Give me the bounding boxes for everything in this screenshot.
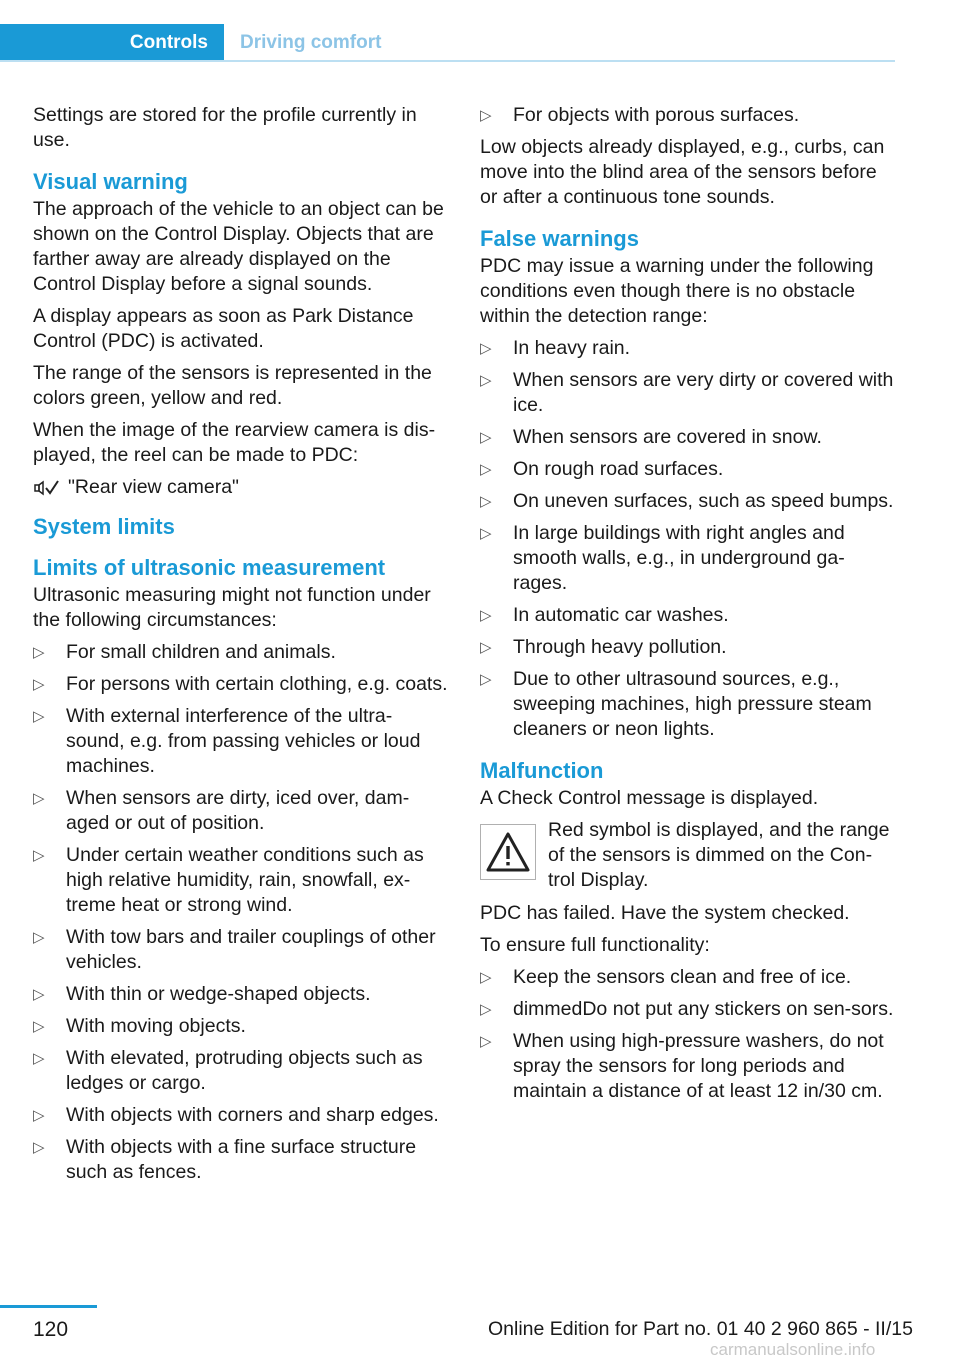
list-item: ▷ In heavy rain. bbox=[480, 337, 631, 359]
bullet-icon: ▷ bbox=[33, 847, 45, 864]
bullet-icon: ▷ bbox=[33, 1107, 45, 1124]
bullet-icon: ▷ bbox=[33, 1050, 45, 1067]
edition-note: Online Edition for Part no. 01 40 2 960 865 - II/15 bbox=[488, 1318, 913, 1340]
watermark: carmanualsonline.info bbox=[710, 1340, 876, 1359]
right-column bbox=[480, 103, 896, 1111]
bullet-icon: ▷ bbox=[480, 1033, 492, 1050]
bullet-icon: ▷ bbox=[480, 639, 492, 656]
rear-view-camera-label: "Rear view camera" bbox=[68, 476, 239, 498]
list-item: ▷ In large buildings with right angles and smooth walls, e.g., in underground ga-rages. bbox=[480, 522, 845, 594]
malfunction-heading: Malfunction bbox=[480, 758, 604, 783]
list-item: ▷ With thin or wedge-shaped objects. bbox=[33, 983, 371, 1005]
ensure-paragraph: To ensure full functionality: bbox=[480, 934, 710, 956]
visual-paragraph-4: When the image of the rearview camera is dis-played, the reel can be made to PDC: bbox=[33, 419, 436, 466]
bullet-icon: ▷ bbox=[33, 986, 45, 1003]
bullet-icon: ▷ bbox=[33, 644, 45, 661]
intro-paragraph: Settings are stored for the profile currently in use. bbox=[33, 104, 417, 151]
list-item: ▷ With moving objects. bbox=[33, 1015, 246, 1037]
bullet-icon: ▷ bbox=[33, 929, 45, 946]
limits-intro: Ultrasonic measuring might not function under the following circumstances: bbox=[33, 584, 431, 631]
failed-paragraph: PDC has failed. Have the system checked. bbox=[480, 902, 850, 924]
ultrasonic-limits-heading: Limits of ultrasonic measurement bbox=[33, 555, 386, 580]
false-warnings-intro: PDC may issue a warning under the following conditions even though there is no obstacle within the detection range: bbox=[480, 255, 874, 327]
bullet-icon: ▷ bbox=[480, 607, 492, 624]
list-item: ▷ With elevated, protruding objects such as ledges or cargo. bbox=[33, 1047, 423, 1094]
section-tab-controls: Controls bbox=[0, 24, 224, 61]
porous-list bbox=[480, 103, 896, 128]
list-item: ▷ Through heavy pollution. bbox=[480, 636, 727, 658]
list-item: ▷ When sensors are very dirty or covered with ice. bbox=[480, 369, 894, 416]
visual-paragraph-2: A display appears as soon as Park Distance Control (PDC) is activated. bbox=[33, 305, 414, 352]
system-limits-heading: System limits bbox=[33, 514, 175, 539]
rear-view-camera-icon bbox=[33, 477, 61, 499]
rear-view-camera-line bbox=[33, 475, 449, 500]
list-item: ▷ On rough road surfaces. bbox=[480, 458, 724, 480]
footer-divider bbox=[0, 1305, 97, 1308]
list-item: ▷ In automatic car washes. bbox=[480, 604, 729, 626]
malfunction-paragraph: A Check Control message is displayed. bbox=[480, 787, 819, 809]
list-item: ▷ Due to other ultrasound sources, e.g., sweeping machines, high pressure steam cleaners or neon lights. bbox=[480, 668, 872, 740]
bullet-icon: ▷ bbox=[33, 676, 45, 693]
list-item: ▷ For objects with porous surfaces. bbox=[480, 104, 800, 126]
warning-symbol-frame bbox=[480, 824, 536, 880]
page-header bbox=[0, 24, 895, 62]
list-item: ▷ When sensors are covered in snow. bbox=[480, 426, 822, 448]
false-warnings-heading: False warnings bbox=[480, 226, 639, 251]
header-divider bbox=[0, 60, 895, 62]
list-item: ▷ For persons with certain clothing, e.g. coats. bbox=[33, 673, 448, 695]
bullet-icon: ▷ bbox=[480, 671, 492, 688]
bullet-icon: ▷ bbox=[480, 372, 492, 389]
bullet-icon: ▷ bbox=[480, 107, 492, 124]
list-item: ▷ Keep the sensors clean and free of ice. bbox=[480, 966, 852, 988]
left-column bbox=[33, 103, 449, 1192]
false-warnings-list bbox=[480, 336, 896, 742]
bullet-icon: ▷ bbox=[33, 790, 45, 807]
list-item: ▷ With objects with corners and sharp edges. bbox=[33, 1104, 439, 1126]
warning-notice bbox=[480, 818, 896, 893]
warning-triangle-icon bbox=[485, 831, 531, 873]
list-item: ▷ When using high-pressure washers, do not spray the sensors for long periods and maintain a distance of at least 12 in/30 cm. bbox=[480, 1030, 884, 1102]
bullet-icon: ▷ bbox=[480, 525, 492, 542]
list-item: ▷ With tow bars and trailer couplings of other vehicles. bbox=[33, 926, 436, 973]
list-item: ▷ dimmedDo not put any stickers on sen-sors. bbox=[480, 998, 894, 1020]
bullet-icon: ▷ bbox=[33, 1018, 45, 1035]
visual-warning-heading: Visual warning bbox=[33, 169, 188, 194]
bullet-icon: ▷ bbox=[480, 461, 492, 478]
page-number: 120 bbox=[33, 1318, 69, 1341]
visual-paragraph-1: The approach of the vehicle to an object can be shown on the Control Display. Objects that are farther away are already displayed on the Control Display before a signal sounds. bbox=[33, 198, 444, 295]
bullet-icon: ▷ bbox=[480, 340, 492, 357]
bullet-icon: ▷ bbox=[480, 969, 492, 986]
list-item: ▷ When sensors are dirty, iced over, dam-aged or out of position. bbox=[33, 787, 410, 834]
bullet-icon: ▷ bbox=[33, 708, 45, 725]
bullet-icon: ▷ bbox=[480, 1001, 492, 1018]
bullet-icon: ▷ bbox=[480, 429, 492, 446]
bullet-icon: ▷ bbox=[33, 1139, 45, 1156]
list-item: ▷ On uneven surfaces, such as speed bumps. bbox=[480, 490, 894, 512]
list-item: ▷ With external interference of the ultra-sound, e.g. from passing vehicles or loud machines. bbox=[33, 705, 421, 777]
list-item: ▷ For small children and animals. bbox=[33, 641, 336, 663]
bullet-icon: ▷ bbox=[480, 493, 492, 510]
list-item: ▷ Under certain weather conditions such as high relative humidity, rain, snowfall, ex-treme heat or strong wind. bbox=[33, 844, 424, 916]
section-tab-driving-comfort: Driving comfort bbox=[240, 31, 382, 53]
list-item: ▷ With objects with a fine surface structure such as fences. bbox=[33, 1136, 417, 1183]
warning-text: Red symbol is displayed, and the range of the sensors is dimmed on the Con-trol Display. bbox=[548, 819, 890, 891]
limits-list bbox=[33, 640, 449, 1185]
visual-paragraph-3: The range of the sensors is represented in the colors green, yellow and red. bbox=[33, 362, 432, 409]
low-objects-paragraph: Low objects already displayed, e.g., curbs, can move into the blind area of the sensors before or after a continuous tone sounds. bbox=[480, 136, 885, 208]
ensure-list bbox=[480, 965, 896, 1104]
